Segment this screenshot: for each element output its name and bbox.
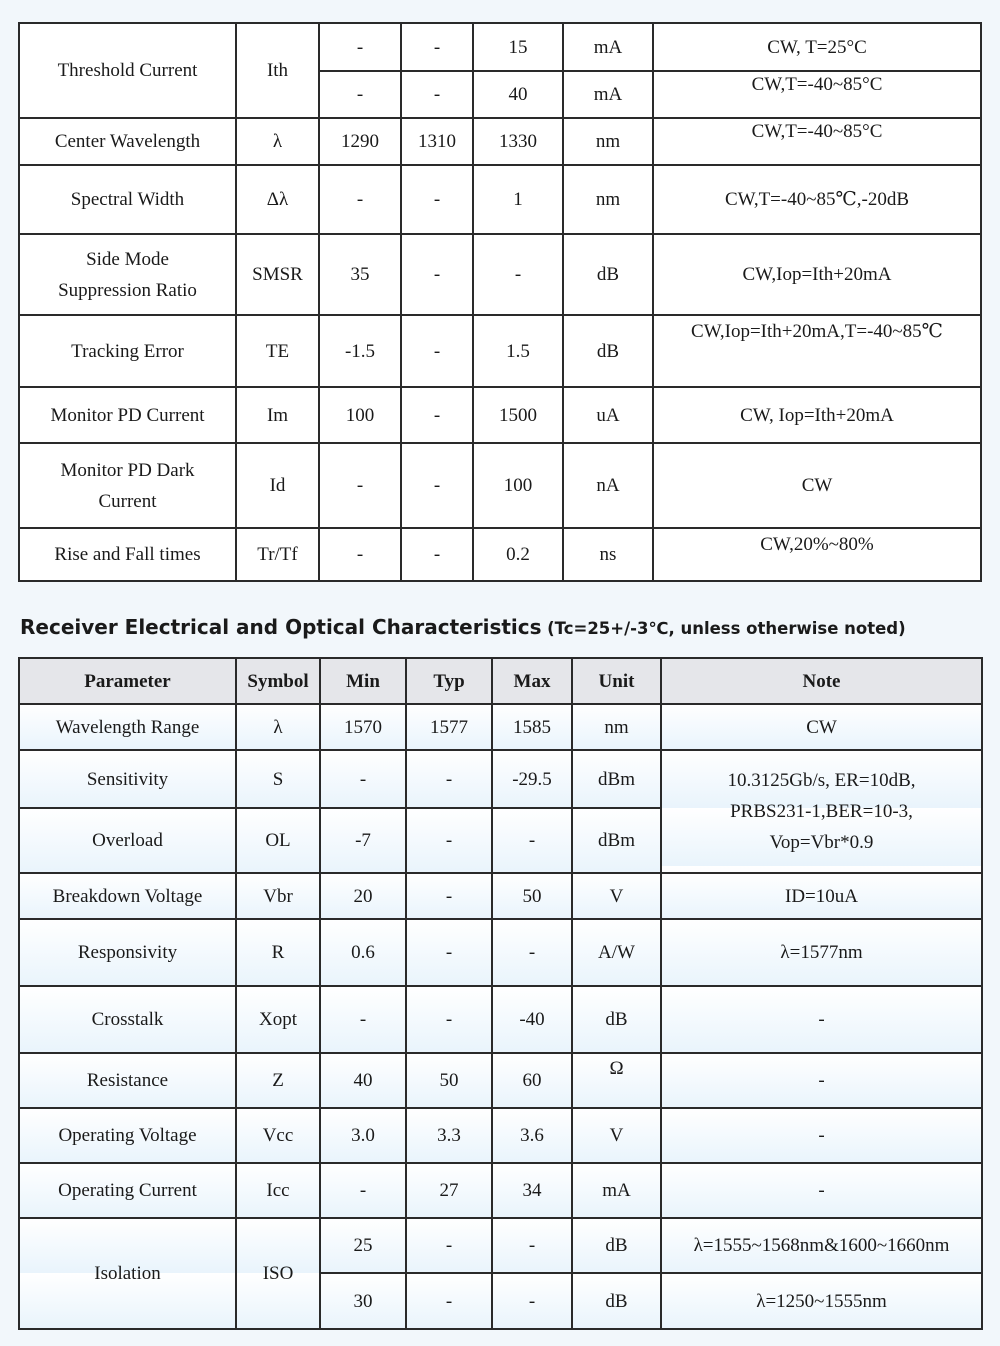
param-line: Suppression Ratio — [58, 279, 197, 301]
column-header: Unit — [572, 658, 661, 704]
unit-cell: V — [572, 873, 661, 919]
unit-cell: A/W — [572, 919, 661, 986]
param-line: Monitor PD Dark — [60, 459, 195, 481]
symbol-cell: S — [236, 750, 320, 808]
note-text: CW,Iop=Ith+20mA,T=-40~85℃ — [691, 320, 943, 342]
note-line: Vop=Vbr*0.9 — [769, 832, 874, 853]
unit-cell: dB — [563, 315, 653, 387]
symbol-cell: Id — [236, 443, 319, 528]
param-cell: Operating Voltage — [19, 1108, 236, 1163]
symbol-cell: Tr/Tf — [236, 528, 319, 581]
typ-cell: - — [406, 1218, 492, 1273]
unit-cell: ns — [563, 528, 653, 581]
note-text: CW,T=-40~85°C — [751, 74, 883, 95]
table-row — [19, 1108, 982, 1163]
min-cell: - — [319, 71, 401, 118]
section-heading — [20, 615, 990, 645]
param-cell — [19, 443, 236, 528]
unit-cell: nA — [563, 443, 653, 528]
symbol-cell: Δλ — [236, 165, 319, 234]
max-cell: 1330 — [473, 118, 563, 165]
param-cell: Monitor PD Current — [19, 387, 236, 443]
max-cell: -40 — [492, 986, 572, 1053]
column-header: Min — [320, 658, 406, 704]
min-cell: - — [319, 443, 401, 528]
symbol-cell: ISO — [236, 1218, 320, 1329]
param-cell: Isolation — [19, 1218, 236, 1329]
note-cell: λ=1577nm — [661, 919, 982, 986]
note-cell: - — [661, 1053, 982, 1108]
note-cell: - — [661, 986, 982, 1053]
min-cell: - — [319, 528, 401, 581]
max-cell: 1500 — [473, 387, 563, 443]
param-line: Current — [98, 490, 157, 512]
min-cell: 40 — [320, 1053, 406, 1108]
note-text: CW,20%~80% — [760, 534, 874, 555]
max-cell: 15 — [473, 23, 563, 71]
min-cell: 35 — [319, 234, 401, 315]
table-row — [19, 234, 981, 315]
column-header: Typ — [406, 658, 492, 704]
max-cell: 1 — [473, 165, 563, 234]
note-cell: CW — [653, 443, 981, 528]
min-cell: 20 — [320, 873, 406, 919]
table-row — [19, 1218, 982, 1273]
symbol-cell: SMSR — [236, 234, 319, 315]
max-cell: -29.5 — [492, 750, 572, 808]
max-cell: 50 — [492, 873, 572, 919]
min-cell: 0.6 — [320, 919, 406, 986]
max-cell: - — [492, 808, 572, 873]
note-cell: - — [661, 1108, 982, 1163]
symbol-cell: Im — [236, 387, 319, 443]
typ-cell: - — [406, 986, 492, 1053]
unit-cell: mA — [563, 71, 653, 118]
unit-cell: dBm — [572, 808, 661, 873]
typ-cell: 50 — [406, 1053, 492, 1108]
unit-cell: dB — [572, 986, 661, 1053]
min-cell: 25 — [320, 1218, 406, 1273]
min-cell: - — [319, 165, 401, 234]
typ-cell: - — [401, 71, 473, 118]
typ-cell: - — [406, 750, 492, 808]
max-cell: - — [492, 1273, 572, 1329]
min-cell: - — [320, 1163, 406, 1218]
param-cell: Wavelength Range — [19, 704, 236, 750]
max-cell: 3.6 — [492, 1108, 572, 1163]
param-cell — [19, 234, 236, 315]
note-text: CW,T=-40~85°C — [751, 121, 883, 142]
min-cell: - — [320, 986, 406, 1053]
typ-cell: 1310 — [401, 118, 473, 165]
max-cell: 1.5 — [473, 315, 563, 387]
typ-cell: 27 — [406, 1163, 492, 1218]
param-cell: Rise and Fall times — [19, 528, 236, 581]
transmitter-characteristics-table — [18, 22, 982, 582]
note-cell — [653, 71, 981, 118]
symbol-cell: λ — [236, 704, 320, 750]
table-row — [19, 315, 981, 387]
param-cell: Resistance — [19, 1053, 236, 1108]
table-row — [19, 118, 981, 165]
symbol-cell: Ith — [236, 23, 319, 118]
table-row — [19, 919, 982, 986]
section-condition: (Tc=25+/-3℃, unless otherwise noted) — [547, 619, 906, 638]
param-cell: Threshold Current — [19, 23, 236, 118]
typ-cell: - — [401, 23, 473, 71]
min-cell: 30 — [320, 1273, 406, 1329]
note-line: PRBS231-1,BER=10-3, — [730, 801, 913, 822]
note-cell: CW,Iop=Ith+20mA — [653, 234, 981, 315]
min-cell: -7 — [320, 808, 406, 873]
typ-cell: - — [401, 165, 473, 234]
symbol-cell: Vbr — [236, 873, 320, 919]
max-cell: - — [492, 919, 572, 986]
symbol-cell: Xopt — [236, 986, 320, 1053]
param-cell: Overload — [19, 808, 236, 873]
note-cell — [653, 118, 981, 165]
column-header: Parameter — [19, 658, 236, 704]
typ-cell: - — [406, 1273, 492, 1329]
note-cell — [653, 528, 981, 581]
min-cell: 1290 — [319, 118, 401, 165]
table-row — [19, 23, 981, 71]
table-row — [19, 704, 982, 750]
max-cell: 100 — [473, 443, 563, 528]
min-cell: - — [319, 23, 401, 71]
receiver-characteristics-table — [18, 657, 983, 1330]
symbol-cell: λ — [236, 118, 319, 165]
param-cell: Responsivity — [19, 919, 236, 986]
symbol-cell: Vcc — [236, 1108, 320, 1163]
param-cell: Sensitivity — [19, 750, 236, 808]
max-cell: 1585 — [492, 704, 572, 750]
max-cell: 34 — [492, 1163, 572, 1218]
param-cell: Tracking Error — [19, 315, 236, 387]
min-cell: 100 — [319, 387, 401, 443]
note-cell: CW, T=25°C — [653, 23, 981, 71]
unit-cell: nm — [563, 118, 653, 165]
symbol-cell: TE — [236, 315, 319, 387]
param-cell: Center Wavelength — [19, 118, 236, 165]
min-cell: 3.0 — [320, 1108, 406, 1163]
section-title: Receiver Electrical and Optical Characteristics — [20, 615, 542, 639]
table-row — [19, 387, 981, 443]
max-cell: 40 — [473, 71, 563, 118]
note-line: 10.3125Gb/s, ER=10dB, — [727, 770, 916, 791]
param-cell: Crosstalk — [19, 986, 236, 1053]
shared-note-cell — [661, 750, 982, 873]
symbol-cell: R — [236, 919, 320, 986]
column-header: Note — [661, 658, 982, 704]
unit-cell: nm — [563, 165, 653, 234]
param-cell: Breakdown Voltage — [19, 873, 236, 919]
typ-cell: - — [406, 808, 492, 873]
table-row — [19, 873, 982, 919]
typ-cell: - — [401, 234, 473, 315]
min-cell: - — [320, 750, 406, 808]
unit-cell: mA — [563, 23, 653, 71]
typ-cell: - — [401, 387, 473, 443]
table-header-row — [19, 658, 982, 704]
note-cell: CW, Iop=Ith+20mA — [653, 387, 981, 443]
unit-cell: dB — [572, 1218, 661, 1273]
typ-cell: - — [406, 873, 492, 919]
note-cell — [653, 315, 981, 387]
table-row — [19, 1163, 982, 1218]
unit-cell: V — [572, 1108, 661, 1163]
unit-cell: mA — [572, 1163, 661, 1218]
note-cell: CW,T=-40~85℃,-20dB — [653, 165, 981, 234]
max-cell: - — [492, 1218, 572, 1273]
unit-cell: dB — [572, 1273, 661, 1329]
symbol-cell: Z — [236, 1053, 320, 1108]
note-cell: ID=10uA — [661, 873, 982, 919]
unit-cell: dB — [563, 234, 653, 315]
column-header: Symbol — [236, 658, 320, 704]
min-cell: -1.5 — [319, 315, 401, 387]
unit-cell: nm — [572, 704, 661, 750]
unit-cell — [572, 1053, 661, 1108]
typ-cell: - — [401, 315, 473, 387]
unit-cell: uA — [563, 387, 653, 443]
max-cell: 60 — [492, 1053, 572, 1108]
table-row — [19, 1053, 982, 1108]
note-cell: - — [661, 1163, 982, 1218]
param-cell: Spectral Width — [19, 165, 236, 234]
table-row — [19, 986, 982, 1053]
max-cell: 0.2 — [473, 528, 563, 581]
column-header: Max — [492, 658, 572, 704]
typ-cell: - — [401, 443, 473, 528]
param-line: Side Mode — [86, 248, 169, 270]
max-cell: - — [473, 234, 563, 315]
min-cell: 1570 — [320, 704, 406, 750]
note-cell: CW — [661, 704, 982, 750]
param-cell: Operating Current — [19, 1163, 236, 1218]
symbol-cell: OL — [236, 808, 320, 873]
note-cell: λ=1555~1568nm&1600~1660nm — [661, 1218, 982, 1273]
ohm-symbol: Ω — [609, 1058, 624, 1079]
table-row — [19, 443, 981, 528]
table-row — [19, 165, 981, 234]
note-cell: λ=1250~1555nm — [661, 1273, 982, 1329]
typ-cell: 3.3 — [406, 1108, 492, 1163]
typ-cell: - — [401, 528, 473, 581]
symbol-cell: Icc — [236, 1163, 320, 1218]
typ-cell: - — [406, 919, 492, 986]
table-row — [19, 528, 981, 581]
table-row — [19, 750, 982, 808]
unit-cell: dBm — [572, 750, 661, 808]
typ-cell: 1577 — [406, 704, 492, 750]
